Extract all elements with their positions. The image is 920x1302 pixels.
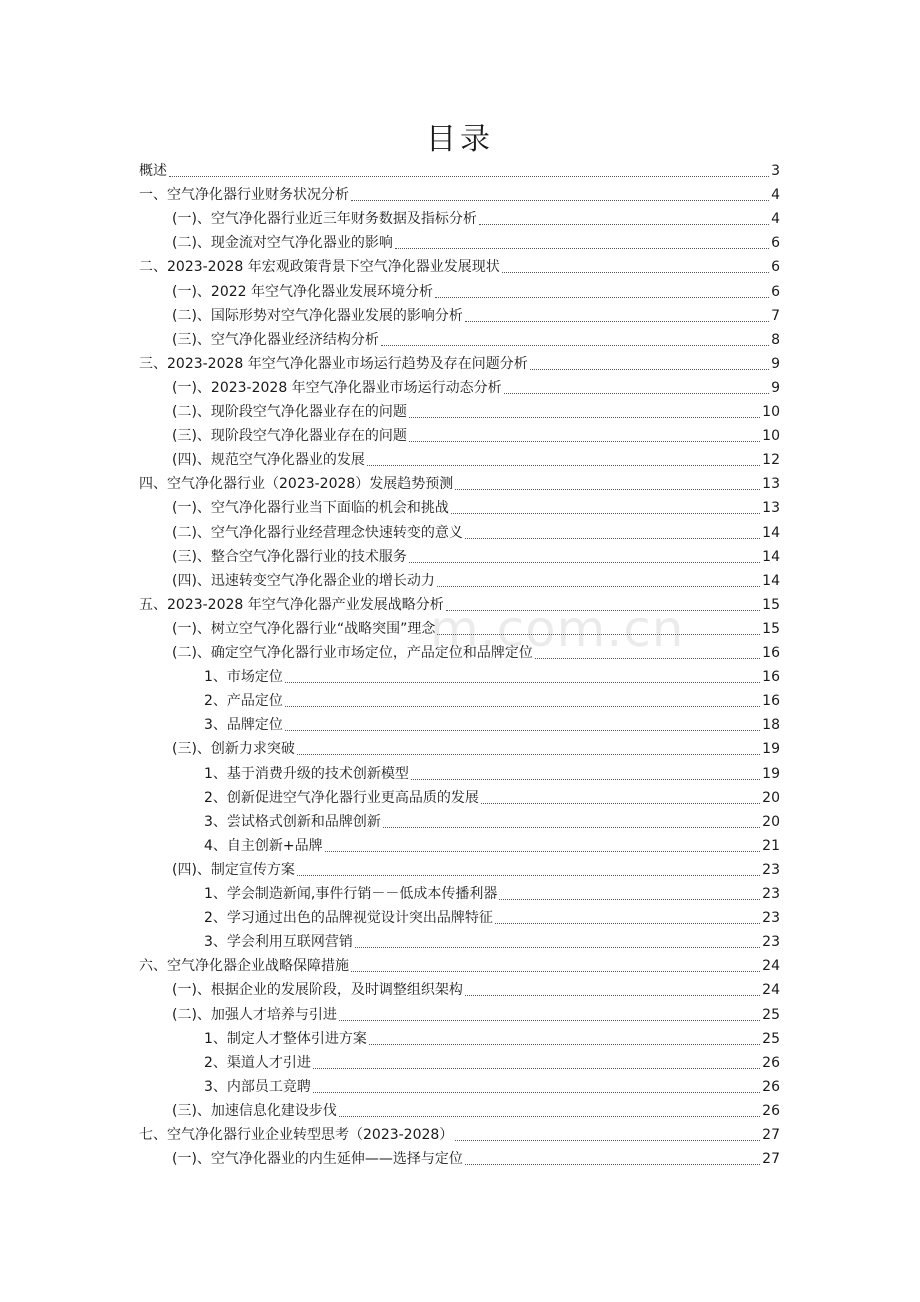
toc-entry-page-number: 25 (762, 1006, 780, 1023)
toc-entry-title: 3、尝试格式创新和品牌创新 (204, 813, 381, 830)
toc-entry-title: (一)、空气净化器行业近三年财务数据及指标分析 (172, 211, 477, 228)
dot-leader (355, 946, 760, 948)
toc-entry-page-number: 20 (762, 813, 780, 830)
toc-entry[interactable] (204, 687, 780, 711)
toc-entry-title: 二、2023-2028 年宏观政策背景下空气净化器业发展现状 (139, 259, 500, 276)
dot-leader (381, 344, 769, 346)
toc-entry[interactable] (204, 663, 780, 687)
toc-entry-page-number: 9 (771, 355, 780, 372)
dot-leader (383, 826, 760, 828)
toc-entry-page-number: 16 (762, 693, 780, 710)
toc-entry[interactable] (204, 1073, 780, 1097)
toc-entry-page-number: 24 (762, 958, 780, 975)
dot-leader (455, 1139, 760, 1141)
toc-entry-title: (二)、加强人才培养与引进 (172, 1006, 337, 1023)
toc-entry-title: (四)、迅速转变空气净化器企业的增长动力 (172, 572, 435, 589)
toc-entry[interactable] (172, 278, 780, 302)
toc-entry-page-number: 27 (762, 1151, 780, 1168)
toc-entry[interactable] (204, 760, 780, 784)
toc-entry[interactable] (172, 398, 780, 422)
toc-entry-page-number: 14 (762, 524, 780, 541)
toc-entry[interactable] (172, 374, 780, 398)
toc-entry-page-number: 25 (762, 1030, 780, 1047)
toc-entry-page-number: 16 (762, 645, 780, 661)
dot-leader (325, 850, 761, 852)
dot-leader (504, 392, 769, 394)
toc-entry-page-number: 6 (771, 259, 780, 276)
toc-entry-title: 七、空气净化器行业企业转型思考（2023-2028） (139, 1127, 454, 1143)
toc-entry-page-number: 24 (762, 982, 780, 999)
page-title: 目录 (426, 122, 494, 157)
toc-entry-page-number: 23 (762, 910, 780, 927)
toc-entry-page-number: 7 (771, 307, 780, 324)
toc-entry-page-number: 6 (771, 283, 780, 300)
toc-entry-title: (一)、根据企业的发展阶段，及时调整组织架构 (172, 982, 463, 999)
toc-entry-title: (一)、空气净化器行业当下面临的机会和挑战 (172, 500, 449, 517)
toc-entry-title: (三)、加速信息化建设步伐 (172, 1102, 337, 1119)
toc-entry[interactable] (172, 1001, 780, 1025)
toc-entry-page-number: 26 (762, 1102, 780, 1119)
toc-entry[interactable] (172, 494, 780, 518)
toc-entry-title: 3、学会利用互联网营销 (204, 934, 353, 951)
toc-entry[interactable] (172, 856, 780, 880)
dot-leader (535, 657, 760, 659)
toc-entry-page-number: 4 (771, 187, 780, 204)
toc-entry-page-number: 21 (762, 837, 780, 854)
toc-entry-page-number: 18 (762, 717, 780, 734)
toc-entry[interactable] (172, 229, 780, 253)
toc-entry-title: (三)、整合空气净化器行业的技术服务 (172, 548, 407, 565)
dot-leader (285, 705, 760, 707)
toc-entry[interactable] (172, 302, 780, 326)
toc-entry[interactable] (172, 422, 780, 446)
dot-leader (502, 271, 769, 273)
toc-entry-page-number: 26 (762, 1078, 780, 1095)
dot-leader (435, 296, 769, 298)
toc-entry[interactable] (204, 904, 780, 928)
toc-entry-title: (三)、创新力求突破 (172, 741, 295, 758)
toc-entry-title: 2、产品定位 (204, 693, 283, 710)
toc-entry[interactable] (204, 928, 780, 952)
toc-entry-title: (二)、确定空气净化器行业市场定位，产品定位和品牌定位 (172, 645, 533, 661)
toc-entry[interactable] (139, 181, 780, 205)
toc-entry-page-number: 12 (762, 452, 780, 469)
toc-entry[interactable] (172, 567, 780, 591)
dot-leader (169, 175, 769, 177)
toc-entry-title: (二)、现阶段空气净化器业存在的问题 (172, 404, 407, 420)
dot-leader (411, 778, 760, 780)
dot-leader (451, 512, 760, 514)
dot-leader (285, 681, 760, 683)
toc-entry-title: 三、2023-2028 年空气净化器业市场运行趋势及存在问题分析 (139, 355, 528, 372)
watermark: m.com.cn (430, 600, 685, 658)
dot-leader (499, 898, 760, 900)
toc-entry-title: (二)、空气净化器行业经营理念快速转变的意义 (172, 524, 463, 541)
dot-leader (495, 922, 760, 924)
dot-leader (351, 199, 769, 201)
toc-entry[interactable] (172, 639, 780, 663)
toc-entry-title: (三)、空气净化器业经济结构分析 (172, 331, 379, 348)
toc-entry-page-number: 9 (771, 379, 780, 396)
toc-entry-page-number: 27 (762, 1127, 780, 1143)
toc-entry-title: 2、学习通过出色的品牌视觉设计突出品牌特征 (204, 910, 493, 927)
dot-leader (297, 753, 760, 755)
toc-entry-title: (一)、空气净化器业的内生延伸——选择与定位 (172, 1151, 463, 1168)
dot-leader (465, 320, 769, 322)
dot-leader (395, 247, 769, 249)
toc-entry-page-number: 8 (771, 331, 780, 348)
toc-entry[interactable] (139, 952, 780, 976)
toc-entry[interactable] (204, 711, 780, 735)
toc-entry-page-number: 23 (762, 861, 780, 878)
dot-leader (339, 1115, 760, 1117)
toc-entry-title: (四)、制定宣传方案 (172, 861, 295, 878)
dot-leader (313, 1067, 760, 1069)
dot-leader (455, 488, 760, 490)
toc-entry-title: 1、市场定位 (204, 669, 283, 686)
toc-entry[interactable] (139, 470, 780, 494)
toc-entry[interactable] (172, 519, 780, 543)
toc-entry[interactable] (204, 880, 780, 904)
toc-entry-page-number: 19 (762, 765, 780, 782)
dot-leader (367, 464, 760, 466)
toc-entry-title: 五、2023-2028 年空气净化器产业发展战略分析 (139, 596, 444, 613)
toc-entry-title: 4、自主创新+品牌 (204, 837, 323, 854)
toc-entry-page-number: 20 (762, 789, 780, 806)
toc-entry[interactable] (172, 205, 780, 229)
dot-leader (409, 416, 760, 418)
toc-entry[interactable] (139, 591, 780, 615)
toc-entry[interactable] (204, 832, 780, 856)
toc-entry-title: 概述 (139, 163, 167, 179)
toc-entry-title: (一)、2023-2028 年空气净化器业市场运行动态分析 (172, 379, 502, 396)
toc-entry[interactable] (204, 808, 780, 832)
toc-entry[interactable] (172, 1097, 780, 1121)
toc-entry-page-number: 15 (762, 596, 780, 613)
dot-leader (465, 994, 760, 996)
toc-entry-title: (四)、规范空气净化器业的发展 (172, 452, 365, 469)
toc-entry-page-number: 23 (762, 886, 780, 902)
toc-entry-page-number: 26 (762, 1054, 780, 1071)
toc-entry-page-number: 14 (762, 572, 780, 589)
toc-entry-title: 六、空气净化器企业战略保障措施 (139, 958, 349, 975)
toc-entry-page-number: 15 (762, 620, 780, 637)
toc-entry-title: 3、内部员工竞聘 (204, 1078, 311, 1095)
toc-entry[interactable] (172, 446, 780, 470)
dot-leader (530, 368, 769, 370)
toc-entry-title: 2、渠道人才引进 (204, 1054, 311, 1071)
toc-entry[interactable] (204, 1049, 780, 1073)
toc-entry[interactable] (139, 253, 780, 277)
toc-entry[interactable] (139, 157, 780, 181)
toc-entry-title: (一)、树立空气净化器行业“战略突围”理念 (172, 620, 436, 637)
dot-leader (369, 1043, 760, 1045)
dot-leader (481, 802, 760, 804)
toc-entry-title: 四、空气净化器行业（2023-2028）发展趋势预测 (139, 476, 454, 493)
toc-entry-title: 3、品牌定位 (204, 717, 283, 734)
dot-leader (409, 440, 760, 442)
toc-entry-title: 1、制定人才整体引进方案 (204, 1030, 367, 1047)
dot-leader (465, 1163, 760, 1165)
toc-entry[interactable] (172, 543, 780, 567)
dot-leader (409, 561, 760, 563)
dot-leader (313, 1091, 760, 1093)
toc-entry-page-number: 13 (762, 476, 780, 493)
toc-entry-title: 1、学会制造新闻,事件行销－－低成本传播利器 (204, 886, 498, 902)
toc-entry[interactable] (172, 976, 780, 1000)
toc-entry-page-number: 19 (762, 741, 780, 758)
dot-leader (465, 537, 760, 539)
toc-entry-page-number: 4 (771, 211, 780, 228)
toc-entry-title: (三)、现阶段空气净化器业存在的问题 (172, 428, 407, 445)
toc-entry-title: (二)、现金流对空气净化器业的影响 (172, 235, 393, 252)
dot-leader (297, 874, 760, 876)
toc-entry-title: 一、空气净化器行业财务状况分析 (139, 187, 349, 204)
toc-entry[interactable] (172, 326, 780, 350)
dot-leader (285, 729, 760, 731)
toc-entry[interactable] (172, 735, 780, 759)
toc-entry[interactable] (204, 1025, 780, 1049)
dot-leader (339, 1019, 760, 1021)
toc-entry-page-number: 16 (762, 669, 780, 686)
toc-entry-title: 2、创新促进空气净化器行业更高品质的发展 (204, 789, 479, 806)
dot-leader (437, 585, 760, 587)
dot-leader (351, 970, 760, 972)
toc-entry-title: 1、基于消费升级的技术创新模型 (204, 765, 409, 782)
toc-entry[interactable] (172, 1145, 780, 1169)
toc-entry-title: (二)、国际形势对空气净化器业发展的影响分析 (172, 307, 463, 324)
dot-leader (437, 633, 760, 635)
toc-entry[interactable] (139, 1121, 780, 1145)
dot-leader (479, 223, 769, 225)
toc-entry-page-number: 10 (762, 428, 780, 445)
toc-entry-page-number: 6 (771, 235, 780, 252)
toc-entry-page-number: 23 (762, 934, 780, 951)
toc-entry-page-number: 10 (762, 404, 780, 420)
dot-leader (446, 609, 760, 611)
toc-entry-page-number: 13 (762, 500, 780, 517)
toc-entry-title: (一)、2022 年空气净化器业发展环境分析 (172, 283, 434, 300)
toc-entry[interactable] (204, 784, 780, 808)
toc-entry-page-number: 14 (762, 548, 780, 565)
toc-entry[interactable] (172, 615, 780, 639)
toc-entry[interactable] (139, 350, 780, 374)
toc-entry-page-number: 3 (771, 163, 780, 179)
